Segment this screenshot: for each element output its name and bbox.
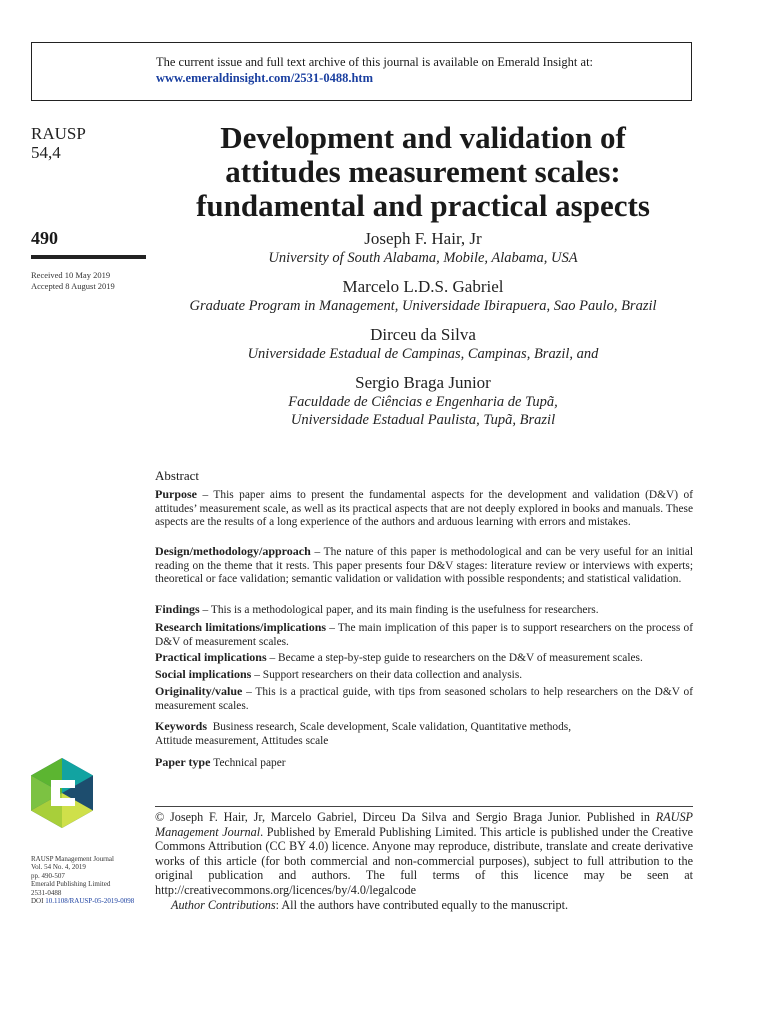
design-text: – The nature of this paper is methodological and can be very useful for an initial reading on the theme that it rests. This paper presents four D&V stages: literature review or interviews with experts; theoretical or face validation; semantic validation or validation with possible respondents; and statistical validation.	[155, 546, 693, 586]
license-text-1: © Joseph F. Hair, Jr, Marcelo Gabriel, Dirceu Da Silva and Sergio Braga Junior. Published in	[155, 810, 656, 824]
keywords-line1: Business research, Scale development, Scale validation, Quantitative methods,	[212, 721, 572, 733]
footer-issn: 2531-0488	[31, 888, 62, 897]
author-name: Dirceu da Silva	[370, 325, 476, 344]
title-line: Development and validation of	[220, 120, 626, 155]
author-block	[150, 325, 696, 363]
abstract-design	[155, 545, 693, 587]
accepted-date: Accepted 8 August 2019	[31, 281, 115, 291]
social-label: Social implications	[155, 667, 252, 681]
volume-issue: 54,4	[31, 143, 61, 162]
archive-url-link[interactable]: www.emeraldinsight.com/2531-0488.htm	[156, 71, 373, 85]
abstract-limitations	[155, 621, 693, 649]
title-line: attitudes measurement scales:	[225, 154, 621, 189]
practical-label: Practical implications	[155, 650, 267, 664]
author-name: Sergio Braga Junior	[355, 373, 491, 392]
keywords-line2: Attitude measurement, Attitudes scale	[155, 734, 329, 747]
author-affiliation: Faculdade de Ciências e Engenharia de Tupã,	[288, 394, 558, 410]
abstract-originality	[155, 685, 693, 713]
purpose-text: – This paper aims to present the fundamental aspects for the development and validation (D&V) of attitudes’ measurement scale, as well as its practical aspects that are not deeply explored in books and manuals. These aspects are the results of a long experience of the authors and arduous learning with errors and mistakes.	[155, 489, 693, 529]
keywords	[155, 720, 693, 748]
abstract-practical	[155, 651, 693, 666]
author-name: Marcelo L.D.S. Gabriel	[342, 277, 504, 296]
purpose-label: Purpose	[155, 487, 197, 501]
author-block	[150, 373, 696, 429]
paper-type-label: Paper type	[155, 755, 211, 769]
footer-volume: Vol. 54 No. 4, 2019	[31, 863, 86, 872]
social-text: – Support researchers on their data collection and analysis.	[251, 669, 523, 681]
limitations-label: Research limitations/implications	[155, 620, 327, 634]
author-contributions	[155, 898, 693, 913]
journal-name: RAUSP	[31, 124, 86, 143]
doi-link[interactable]: 10.1108/RAUSP-05-2019-0098	[45, 897, 135, 906]
author-affiliation: Graduate Program in Management, Universidade Ibirapuera, Sao Paulo, Brazil	[189, 298, 657, 314]
citation-info	[31, 855, 134, 905]
footer-journal: RAUSP Management Journal	[31, 855, 114, 863]
title-line: fundamental and practical aspects	[196, 188, 650, 223]
design-label: Design/methodology/approach	[155, 544, 311, 558]
author-affiliation: Universidade Estadual Paulista, Tupã, Brazil	[290, 412, 556, 428]
paper-title	[150, 121, 696, 223]
license-notice	[155, 806, 693, 912]
archive-notice-box	[31, 42, 692, 101]
abstract-social	[155, 668, 693, 683]
emerald-logo-icon	[31, 758, 93, 828]
page-number: 490	[31, 228, 58, 248]
originality-label: Originality/value	[155, 684, 243, 698]
originality-text: – This is a practical guide, with tips from seasoned scholars to help researchers on the D&V of measurement scales.	[155, 686, 693, 712]
footer-publisher: Emerald Publishing Limited	[31, 880, 111, 889]
author-block	[150, 277, 696, 315]
abstract-heading: Abstract	[155, 468, 200, 483]
archive-notice-text: The current issue and full text archive of this journal is available on Emerald Insight at:	[156, 55, 594, 69]
paper-type	[155, 756, 693, 771]
journal-volume	[31, 124, 86, 162]
footer-pages: pp. 490-507	[31, 871, 65, 880]
keywords-label: Keywords	[155, 719, 207, 733]
author-affiliation: University of South Alabama, Mobile, Alabama, USA	[268, 250, 578, 266]
license-text-2: . Published by Emerald Publishing Limited. This article is published under the Creative Commons Attribution (CC BY 4.0) licence. Anyone may reproduce, distribute, translate and create derivative works of this article (for both commercial and non-commercial purposes), subject to full attribution to the original publication and authors. The full terms of this licence may be seen at http://creativecommons.org/licences/by/4.0/legalcode	[155, 824, 693, 897]
findings-label: Findings	[155, 602, 200, 616]
practical-text: – Became a step-by-step guide to researchers on the D&V of measurement scales.	[266, 652, 643, 664]
page-rule	[31, 255, 146, 259]
findings-text: – This is a methodological paper, and its main finding is the usefulness for researchers.	[199, 604, 599, 616]
author-affiliation: Universidade Estadual de Campinas, Campinas, Brazil, and	[247, 346, 599, 362]
author-block	[150, 229, 696, 267]
license-journal: RAUSP Management Journal	[155, 810, 693, 839]
contrib-label: Author Contributions	[171, 897, 276, 912]
abstract-findings	[155, 603, 693, 618]
paper-type-value: Technical paper	[213, 757, 286, 769]
abstract-purpose	[155, 488, 693, 530]
received-date: Received 10 May 2019	[31, 270, 111, 280]
limitations-text: – The main implication of this paper is to support researchers on the process of D&V of measurement scales.	[155, 622, 693, 648]
author-name: Joseph F. Hair, Jr	[364, 229, 482, 248]
contrib-text: : All the authors have contributed equally to the manuscript.	[275, 897, 569, 912]
received-dates	[31, 270, 115, 292]
doi-label: DOI	[31, 897, 44, 906]
footer-doi-line	[31, 897, 134, 905]
